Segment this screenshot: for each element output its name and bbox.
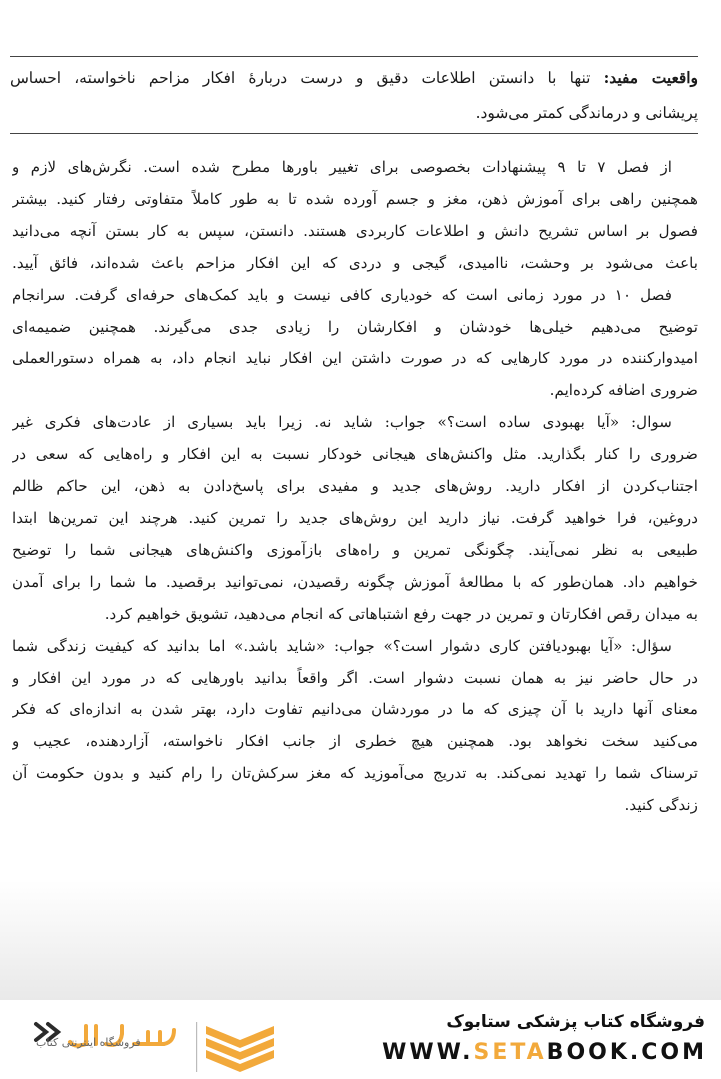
paragraph-line: به میدان رقص افکارتان و تمرین در جهت رفع اشتباهاتی که انجام می‌دهید، تشویق خواهیم کرد. [104,604,698,623]
paragraph-line: می‌کنید سخت نخواهد بود. همچنین هیچ خطری از جانب افکار ناخواسته، آزاردهنده، عجیب و [12,732,698,751]
paragraph-line: فصول بر اساس تشریح دانش و اطلاعات کاربردی هستند. دانستن، سپس به کار بستن آنچه می‌دانید [12,221,698,240]
useful-fact-line1 [10,61,698,96]
paragraph-line: همچنین راهی برای آموزش ذهن، مغز و جسم آورده شده تا به طور کاملاً متفاوتی رفتار کنید. بیشتر [12,189,698,208]
store-name: فروشگاه کتاب پزشکی ستابوک [446,1012,705,1032]
paragraph-line: دروغین، فرا خواهید گرفت. نیاز دارید این روش‌های جدید را تمرین کنید. هرچند این تمرین‌ها ابتدا [12,508,698,527]
paragraph-line: سؤال: «آیا بهبودیافتن کاری دشوار است؟» جواب: «شاید باشد.» اما بدانید که کیفیت زندگی شما [12,636,672,655]
paragraph-line: فصل ۱۰ در مورد زمانی است که خودیاری کافی نیست و باید کمک‌های حرفه‌ای گرفت. سرانجام [12,285,673,304]
paragraph-line: اجتناب‌کردن از افکار دارید. روش‌های جدید و مفیدی برای پاسخ‌دادن به ذهن، این حاکم ظالم [12,477,698,496]
paragraph-line: ضروری اضافه کرده‌ایم. [549,381,698,400]
store-footer [0,1000,721,1079]
body-text [12,152,698,822]
store-url[interactable] [382,1040,707,1065]
paragraph-line: سوال: «آیا بهبودی ساده است؟» جواب: شاید نه. زیرا باید بسیاری از عادت‌های فکری غیر [12,413,672,432]
paragraph-line: خواهیم داد. همان‌طور که با مطالعهٔ آموزش چگونه رقصیدن، نمی‌توانید برقصید. ما شما را برای آمدن [12,572,698,591]
paragraph-line: ترسناک شما را تهدید نمی‌کند. به تدریج می‌آموزید که مغز سرکش‌تان را رام کنید و بدون حکومت آن [12,764,698,783]
useful-fact-line2: پریشانی و درماندگی کمتر می‌شود. [475,104,698,122]
useful-fact-label: واقعیت مفید: [603,69,698,87]
paragraph-line: توضیح می‌دهیم خیلی‌ها خودشان و افکارشان را زیادی جدی می‌گیرند. همچنین ضمیمه‌ای [12,317,698,336]
paragraph-line: طبیعی به نظر نمی‌آیند. چگونگی تمرین و راه‌های بازآموزی واکنش‌های هیجانی شما را توضیح [12,540,698,559]
paragraph-line: امیدوارکننده در مورد کارهایی که در صورت داشتن این افکار نباید انجام داد، به همراه دستورالعملی [12,349,698,368]
store-url-prefix: WWW. [382,1040,474,1065]
store-url-suffix: BOOK.COM [546,1040,707,1065]
store-url-brand: SETA [473,1040,547,1065]
useful-fact-box [10,56,698,134]
paragraph-line: باعث می‌شود بر وحشت، ناامیدی، گیجی و دردی که این افکار مزاحم باعث شده‌اند، فائق آیید. [12,253,698,272]
paragraph-line: ضروری را کنار بگذارید. مثل واکنش‌های هیجانی خودکار نسبت به این افکار و راه‌هایی که سعی در [12,445,698,464]
paragraph-line: زندگی کنید. [624,796,698,815]
paragraph-line: معنای آنها دارید با آن چیزی که ما در موردشان می‌دانیم تفاوت دارد، بهتر شدن به اندازه‌ای که فکر [12,700,698,719]
useful-fact-text: تنها با دانستن اطلاعات دقیق و درست دربارهٔ افکار مزاحم ناخواسته، احساس [10,69,591,87]
paragraph-line: از فصل ۷ تا ۹ پیشنهادات بخصوصی برای تغییر باورها مطرح شده است. نگرش‌های لازم و [12,158,673,176]
logo-subtitle: فروشگاه اینترنتی کتاب [36,1036,141,1049]
paragraph-line: در حال حاضر نیز به همان نسبت دشوار است. اگر واقعاً بدانید باورهایی که در مورد این افکار و [12,668,698,687]
